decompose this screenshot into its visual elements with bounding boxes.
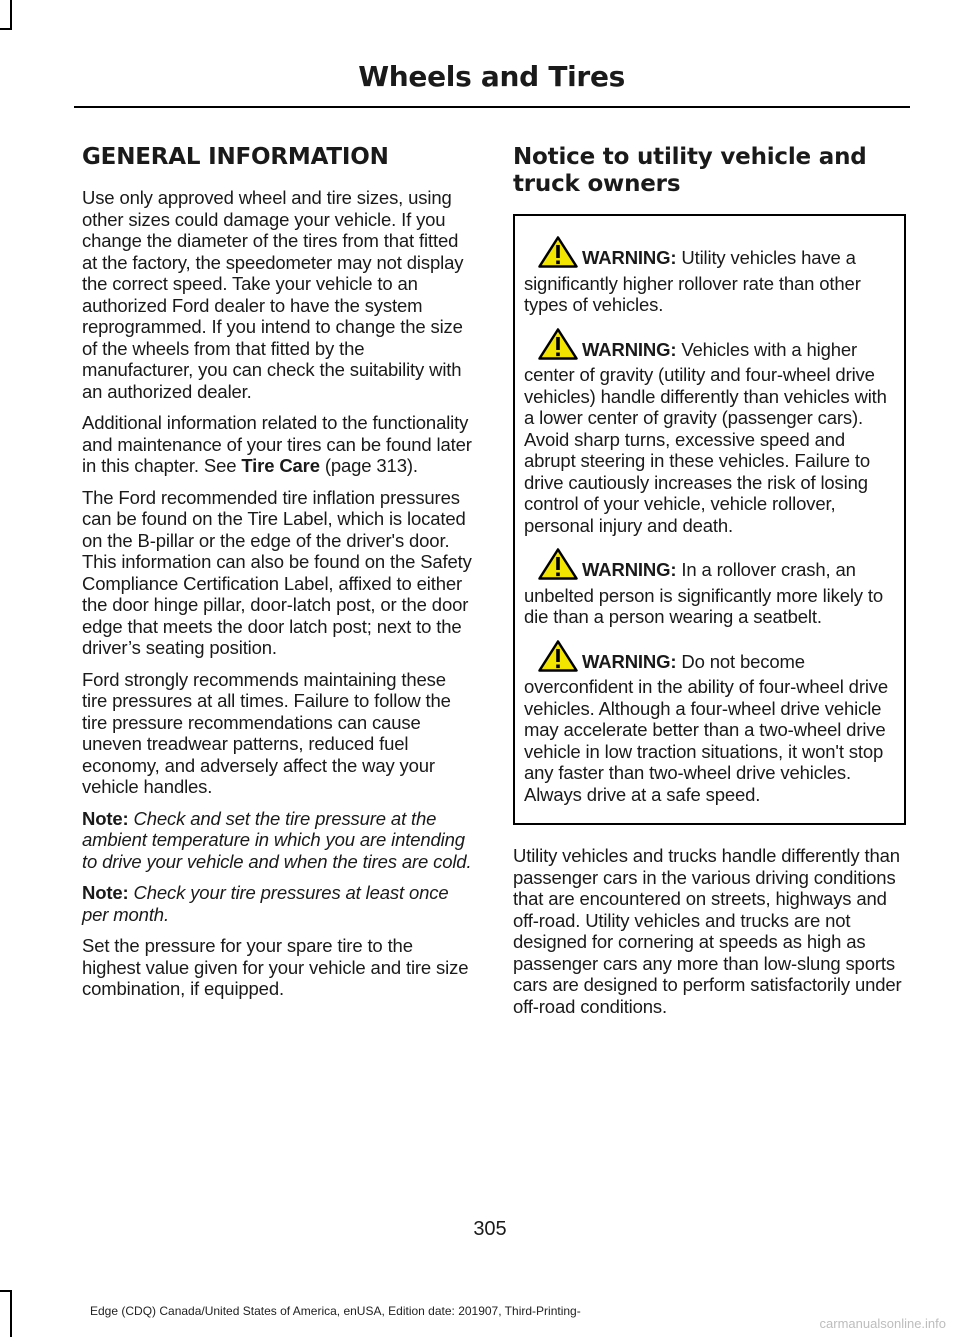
- paragraph-utility-handling: Utility vehicles and trucks handle differently than passenger cars in the various driving conditions that are encountered on streets, highways and off-road. Utility vehicles and trucks are not designed for cornering at speeds as high as passenger cars any more than low-slung sports cars are designed to perform satisfactorily under off-road conditions.: [513, 845, 902, 1017]
- header-divider: [74, 106, 910, 108]
- warning-text: Utility vehicles have a significantly higher rollover rate than other types of vehicles.: [524, 247, 861, 315]
- note-cold-tires: [82, 808, 475, 873]
- note-label: Note:: [82, 807, 129, 829]
- crop-mark-bottom-left-v: [10, 1290, 12, 1337]
- note-text: Check and set the tire pressure at the ambient temperature in which you are intending to drive your vehicle and when the tires are cold.: [82, 807, 472, 872]
- left-column: [82, 144, 475, 1010]
- paragraph-maintain-pressures: Ford strongly recommends maintaining these tire pressures at all times. Failure to follow the tire pressure recommendations can cause uneven treadwear patterns, reduced fuel economy, and adversely affect the way your vehicle handles.: [82, 668, 451, 797]
- warning-four-wheel-drive: [524, 640, 897, 806]
- crop-mark-top-left-v: [10, 0, 12, 30]
- warning-rollover-rate: [524, 236, 897, 316]
- page-reference: (page 313).: [319, 455, 418, 476]
- page-title: Wheels and Tires: [358, 60, 625, 93]
- warning-triangle-icon: [538, 328, 578, 365]
- tire-care-link[interactable]: Tire Care: [241, 455, 320, 476]
- watermark: carmanualsonline.info: [819, 1316, 946, 1331]
- paragraph-additional-info: [82, 412, 475, 477]
- warning-text: Vehicles with a higher center of gravity (utility and four-wheel drive vehicles) handle differently than vehicles with a lower center of gravity (passenger cars). Avoid sharp turns, excessive speed and abrupt steering in these vehicles. Failure to drive cautiously increases the risk of losing control of your vehicle, vehicle rollover, personal injury and death.: [524, 338, 887, 536]
- edition-footer: Edge (CDQ) Canada/United States of America, enUSA, Edition date: 201907, Third-Printing-: [90, 1304, 581, 1318]
- note-label: Note:: [82, 882, 129, 903]
- warning-seatbelt: [524, 548, 897, 628]
- page-number: 305: [473, 1218, 507, 1240]
- paragraph-spare-tire: Set the pressure for your spare tire to the highest value given for your vehicle and tire size combination, if equipped.: [82, 935, 469, 999]
- section-heading-utility-vehicle-notice: Notice to utility vehicle and truck owners: [513, 144, 867, 197]
- warning-text: In a rollover crash, an unbelted person is significantly more likely to die than a person wearing a seatbelt.: [524, 559, 884, 627]
- note-monthly-check: [82, 882, 475, 925]
- warning-center-of-gravity: [524, 328, 897, 537]
- right-column: [513, 144, 906, 1027]
- crop-mark-bottom-left-h: [0, 1290, 12, 1292]
- warning-label: WARNING:: [582, 650, 677, 672]
- section-heading-general-information: GENERAL INFORMATION: [82, 144, 389, 170]
- warning-label: WARNING:: [582, 559, 677, 580]
- paragraph-approved-sizes: Use only approved wheel and tire sizes, using other sizes could damage your vehicle. If you change the diameter of the tires from that fitted at the factory, the speedometer may not display the correct speed. Take your vehicle to an authorized Ford dealer to have the system reprogrammed. If you intend to change the size of the wheels from that fitted by the manufacturer, you can check the suitability with an authorized dealer.: [82, 187, 464, 402]
- warning-text: Do not become overconfident in the ability of four-wheel drive vehicles. Although a four-wheel drive vehicle may accelerate better than a two-wheel drive vehicle in low traction situations, it won't stop any faster than two-wheel drive vehicles. Always drive at a safe speed.: [524, 650, 889, 805]
- warning-label: WARNING:: [582, 247, 677, 268]
- warning-triangle-icon: [538, 640, 578, 677]
- warning-label: WARNING:: [582, 338, 677, 360]
- warning-triangle-icon: [538, 548, 578, 585]
- paragraph-inflation-pressures: The Ford recommended tire inflation pressures can be found on the Tire Label, which is located on the B-pillar or the edge of the driver's door. This information can also be found on the Safety Compliance Certification Label, affixed to either the door hinge pillar, door-latch post, or the door edge that meets the door latch post; next to the driver’s seating position.: [82, 486, 472, 658]
- warning-triangle-icon: [538, 236, 578, 273]
- paragraph-additional-info-text: Additional information related to the functionality and maintenance of your tires can be found later in this chapter. See: [82, 412, 472, 476]
- warning-box: [513, 214, 906, 825]
- crop-mark-top-left-h: [0, 28, 12, 30]
- note-text: Check your tire pressures at least once per month.: [82, 882, 449, 925]
